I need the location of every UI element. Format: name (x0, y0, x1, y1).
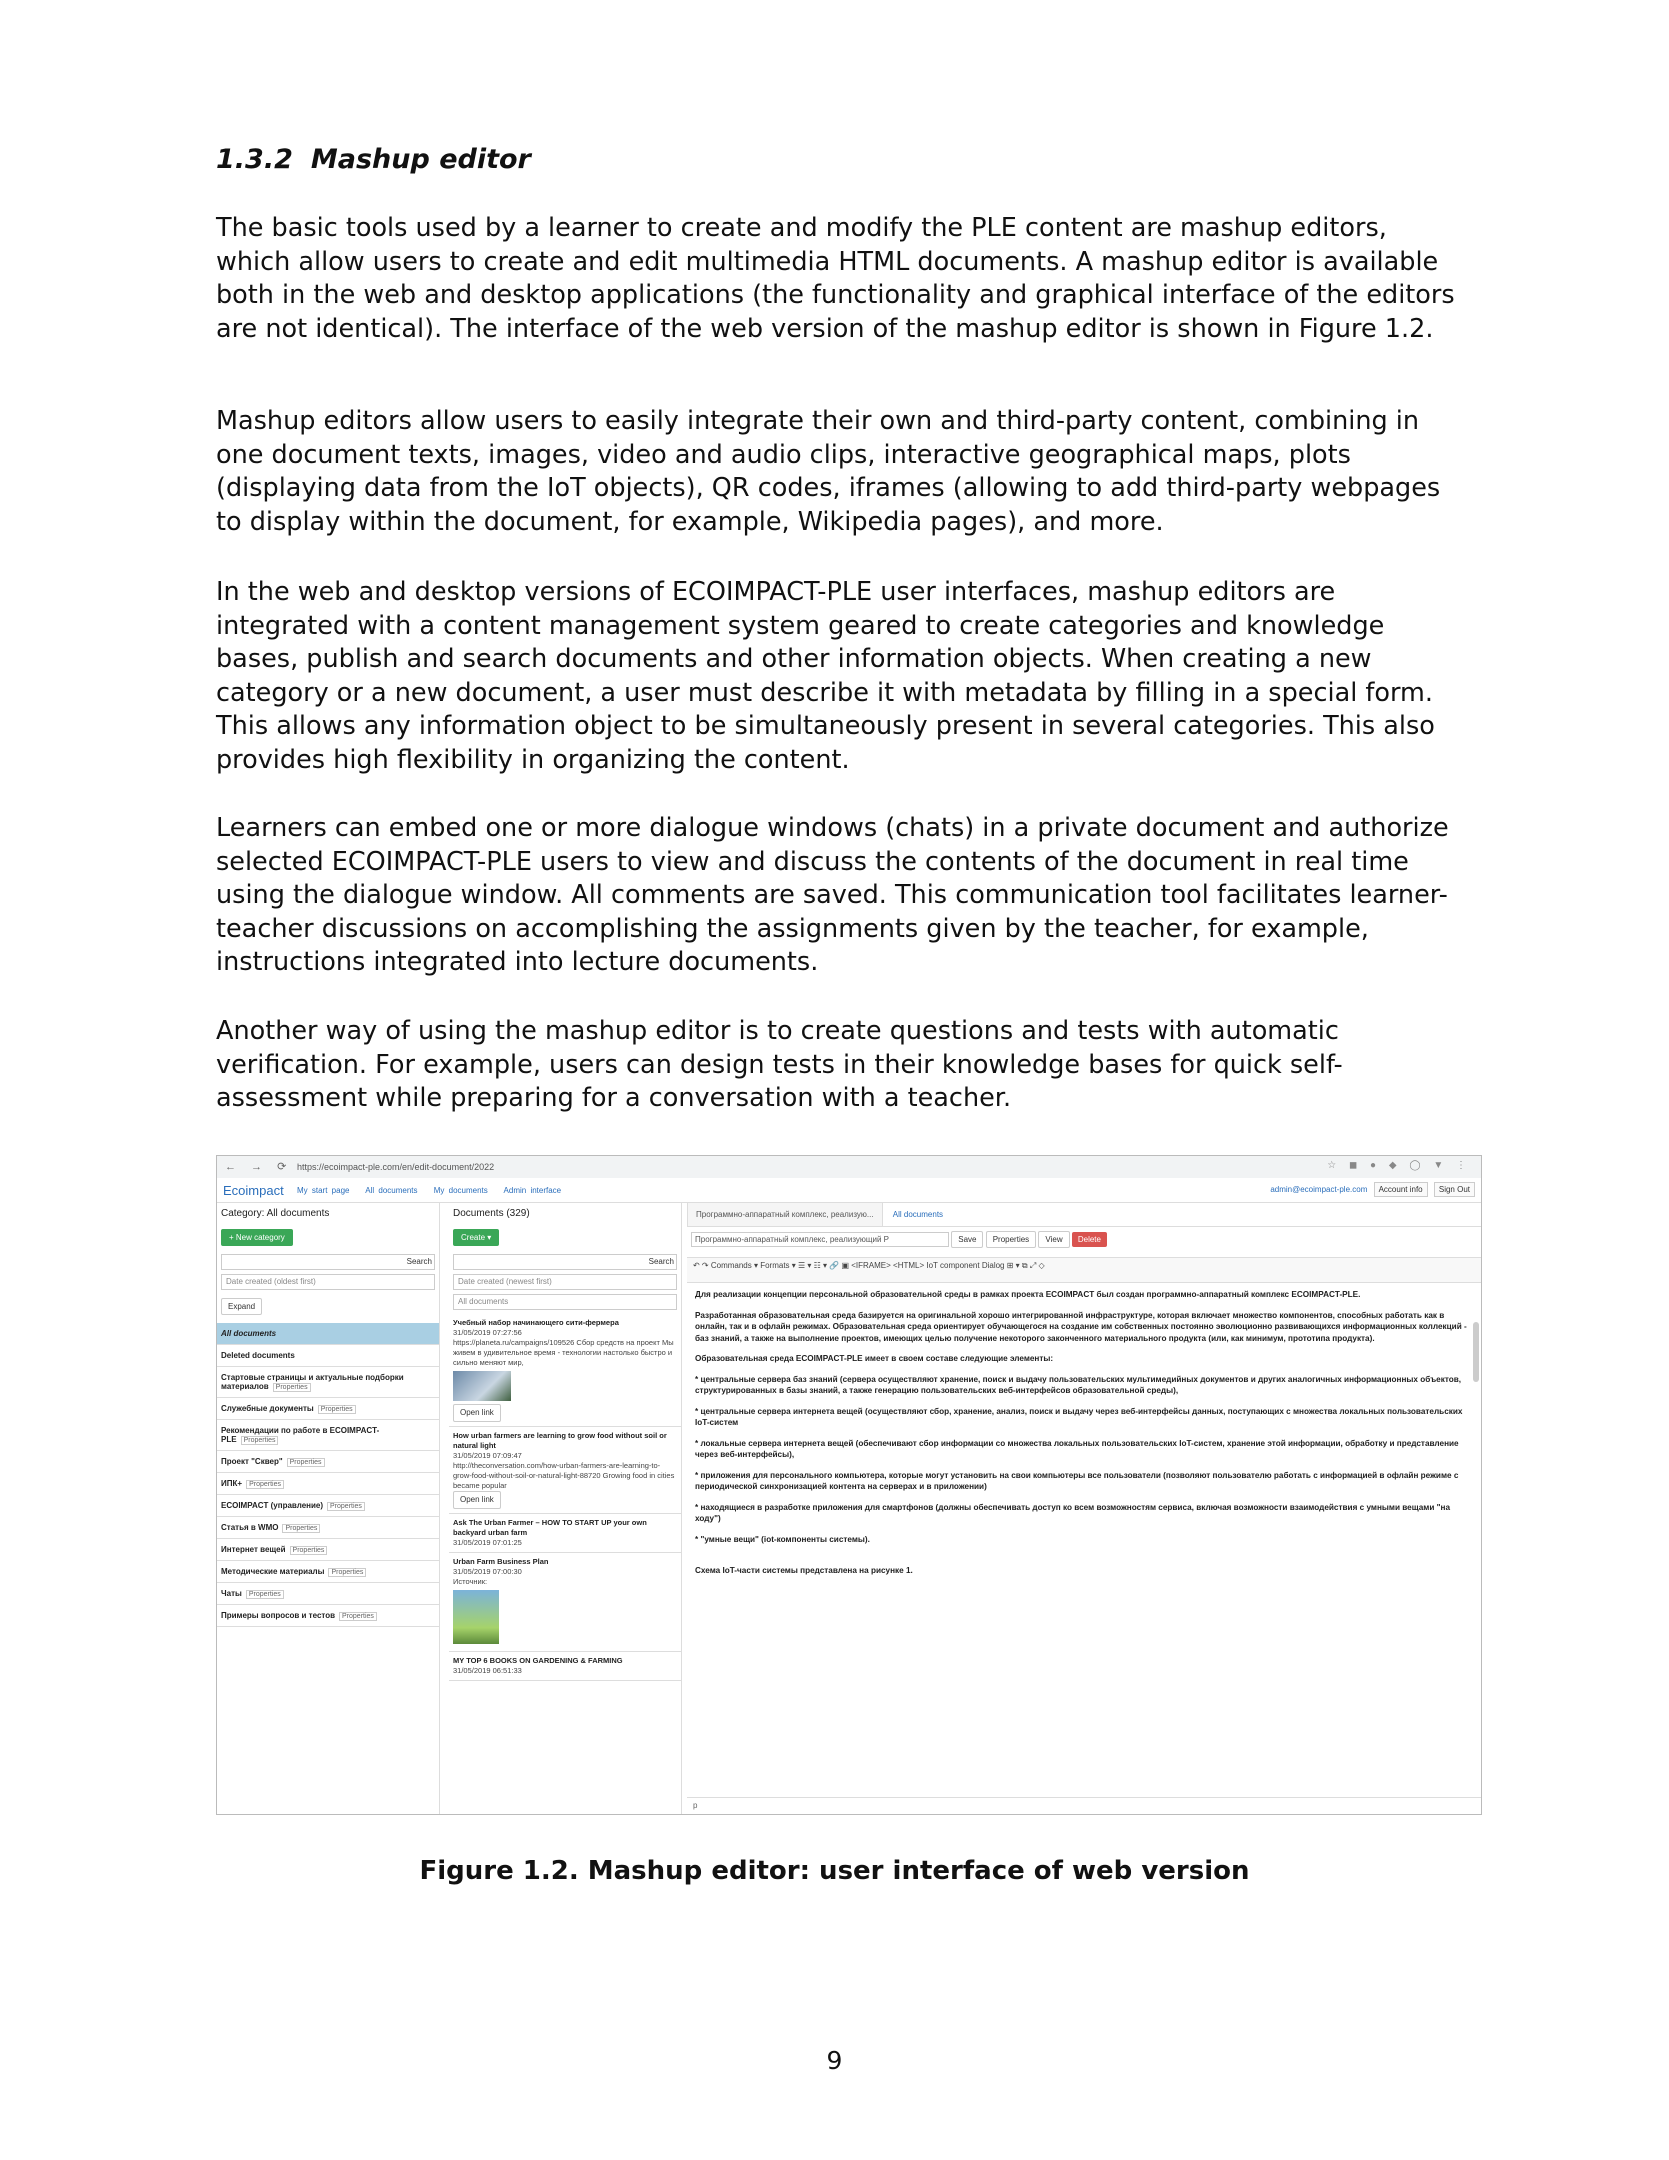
editor-paragraph: Разработанная образовательная среда базируется на оригинальной хорошо интегрированной инфраструктуре, которая включает множество компонентов, способных работать как в онлайн, так и в офлайн режимах. Образовательная среда ориентирует обучающегося на создание им собственных постоянно эволюционно развивающихся информационных коллекций - баз знаний, а также на выполнение проектов, имеющих целью получение некоторого законченного материального продукта (или, как минимум, прототипа продукта). (695, 1310, 1467, 1343)
editor-column (687, 1202, 1481, 1814)
browser-address-bar (217, 1156, 1481, 1179)
app-navbar (217, 1178, 1481, 1203)
properties-button[interactable]: Properties (246, 1480, 284, 1489)
category-item[interactable] (217, 1517, 439, 1539)
properties-button[interactable]: Properties (241, 1436, 279, 1445)
category-item[interactable] (217, 1561, 439, 1583)
document-title-bar (687, 1227, 1481, 1257)
properties-button[interactable]: Properties (339, 1612, 377, 1621)
properties-button[interactable]: Properties (282, 1524, 320, 1533)
properties-button[interactable]: Properties (287, 1458, 325, 1467)
view-button[interactable]: View (1038, 1231, 1069, 1248)
nav-link-start[interactable]: My start page (297, 1186, 350, 1195)
create-button[interactable]: Create ▾ (453, 1229, 499, 1246)
document-title: Urban Farm Business Plan (453, 1557, 549, 1566)
category-label: Рекомендации по работе в ECOIMPACT-PLE (221, 1426, 380, 1444)
category-label: Проект "Сквер" (221, 1457, 283, 1466)
category-label: ECOIMPACT (управление) (221, 1501, 324, 1510)
category-label: ИПК+ (221, 1479, 243, 1488)
category-header: Category: All documents (221, 1208, 330, 1219)
document-item[interactable] (449, 1427, 681, 1514)
document-sort-select[interactable]: Date created (newest first) (453, 1274, 677, 1290)
editor-paragraph: Образовательная среда ECOIMPACT-PLE имеет в своем составе следующие элементы: (695, 1354, 1054, 1363)
editor-paragraph: * центральные сервера интернета вещей (осуществляют сбор, хранение, анализ, поиск и выдачу через веб-интерфейсы данных, поступающих с множества локальных пользовательских IoT-систем (695, 1406, 1463, 1427)
tab-all-documents[interactable]: All documents (892, 1210, 944, 1219)
categories-column (217, 1202, 440, 1814)
figure-caption: Figure 1.2. Mashup editor: user interface of web version (419, 1856, 1250, 1886)
category-item[interactable] (217, 1473, 439, 1495)
document-title: How urban farmers are learning to grow food without soil or natural light (453, 1431, 667, 1450)
delete-button[interactable]: Delete (1072, 1232, 1107, 1247)
tab-current-document[interactable]: Программно-аппаратный комплекс, реализую... (687, 1202, 883, 1226)
document-thumbnail (453, 1590, 499, 1644)
nav-links (297, 1186, 573, 1195)
category-label: Стартовые страницы и актуальные подборки материалов (221, 1373, 404, 1391)
open-link-button[interactable]: Open link (453, 1404, 501, 1422)
category-item[interactable] (217, 1495, 439, 1517)
document-date: 31/05/2019 07:00:30 (453, 1567, 522, 1576)
open-link-button[interactable]: Open link (453, 1491, 501, 1509)
editor-paragraph: * находящиеся в разработке приложения для смартфонов (должны обеспечивать доступ ко всем возможностям сервиса, включая возможности взаимодействия с умными вещами "на ходу") (695, 1502, 1451, 1523)
properties-button[interactable]: Properties (327, 1502, 365, 1511)
document-thumbnail (453, 1371, 511, 1401)
editor-content[interactable] (687, 1283, 1481, 1592)
document-date: 31/05/2019 07:09:47 (453, 1451, 522, 1460)
nav-link-my-docs[interactable]: My documents (433, 1186, 488, 1195)
document-date: 31/05/2019 06:51:33 (453, 1666, 522, 1675)
category-item[interactable] (217, 1367, 439, 1398)
new-category-button[interactable]: + New category (221, 1229, 293, 1246)
browser-extension-icons: ☆ ◼ ● ◆ ◯ ▼ ⋮ (1327, 1160, 1471, 1171)
paragraph-5: Another way of using the mashup editor is to create questions and tests with automatic verification. For example, users can design tests in their knowledge bases for quick self-assessment while preparing for a conversation with a teacher. (216, 1016, 1343, 1113)
editor-paragraph: * центральные сервера баз знаний (сервера осуществляют хранение, поиск и выдачу пользовательских мультимедийных документов и других аналогичных информационных объектов, структурированных в базы знаний, а также генерацию пользовательских веб-интерфейсов образовательной среды), (695, 1374, 1462, 1395)
paragraph-4: Learners can embed one or more dialogue windows (chats) in a private document and authorize selected ECOIMPACT-PLE users to view and discuss the contents of the document in real time using the dialogue window. All comments are saved. This communication tool facilitates learner-teacher discussions on accomplishing the assignments given by the teacher, for example, instructions integrated into lecture documents. (216, 813, 1449, 977)
documents-column (449, 1202, 682, 1814)
category-search-input[interactable] (221, 1254, 435, 1270)
document-search-button[interactable]: Search (648, 1257, 674, 1266)
editor-paragraph: * приложения для персонального компьютера, которые могут установить на свои компьютеры все пользователи (позволяют пользователю работать с информацией в офлайн режиме с периодической синхронизацией контента на серверах и в приложении) (695, 1470, 1459, 1491)
properties-button[interactable]: Properties (328, 1568, 366, 1577)
editor-status-bar: p (687, 1797, 1481, 1814)
category-item[interactable] (217, 1420, 439, 1451)
category-item[interactable] (217, 1398, 439, 1420)
category-search-button[interactable]: Search (406, 1257, 432, 1266)
document-title-field[interactable]: Программно-аппаратный комплекс, реализующий Р (691, 1232, 949, 1247)
category-item[interactable]: Deleted documents (217, 1345, 439, 1367)
category-label: Интернет вещей (221, 1545, 286, 1554)
user-email[interactable]: admin@ecoimpact-ple.com (1270, 1185, 1368, 1194)
properties-button[interactable]: Properties (290, 1546, 328, 1555)
document-title: Учебный набор начинающего сити-фермера (453, 1318, 619, 1327)
expand-button[interactable]: Expand (221, 1298, 262, 1315)
properties-button[interactable]: Properties (318, 1405, 356, 1414)
save-button[interactable]: Save (951, 1231, 983, 1248)
app-brand: Ecoimpact (223, 1183, 284, 1198)
editor-paragraph: * "умные вещи" (iot-компоненты системы). (695, 1534, 870, 1544)
document-filter-select[interactable]: All documents (453, 1294, 677, 1310)
editor-paragraph: * локальные сервера интернета вещей (обеспечивают сбор информации со множества локальных пользовательских IoT-систем, хранение этой информации, обработку и представление через веб-интерфейсы), (695, 1438, 1459, 1459)
properties-button[interactable]: Properties (273, 1383, 311, 1392)
editor-paragraph: Для реализации концепции персональной образовательной среды в рамках проекта ECOIMPACT был создан программно-аппаратный комплекс ECOIMPACT-PLE. (695, 1290, 1361, 1299)
section-number: 1.3.2 (216, 144, 293, 175)
category-item[interactable] (217, 1605, 439, 1627)
category-label: Чаты (221, 1589, 242, 1598)
mashup-editor-screenshot (216, 1155, 1482, 1815)
document-title: MY TOP 6 BOOKS ON GARDENING & FARMING (453, 1656, 623, 1665)
category-sort-select[interactable]: Date created (oldest first) (221, 1274, 435, 1290)
properties-button[interactable]: Properties (246, 1590, 284, 1599)
properties-button[interactable]: Properties (986, 1231, 1036, 1248)
paragraph-3: In the web and desktop versions of ECOIMPACT-PLE user interfaces, mashup editors are integrated with a content management system geared to create categories and knowledge bases, publish and search documents and other information objects. When creating a new category or a new document, a user must describe it with metadata by filling in a special form. This allows any information object to be simultaneously present in several categories. This also provides high flexibility in organizing the content. (216, 577, 1435, 775)
sign-out-button[interactable]: Sign Out (1434, 1182, 1475, 1197)
document-item[interactable] (449, 1514, 681, 1553)
page-number: 9 (826, 2046, 843, 2075)
category-label: Статья в WMO (221, 1523, 279, 1532)
paragraph-2: Mashup editors allow users to easily integrate their own and third-party content, combining in one document texts, images, video and audio clips, interactive geographical maps, plots (displaying data from the IoT objects), QR codes, iframes (allowing to add third-party webpages to display within the document, for example, Wikipedia pages), and more. (216, 406, 1441, 537)
document-title: Ask The Urban Farmer – HOW TO START UP your own backyard urban farm (453, 1518, 647, 1537)
nav-link-all-docs[interactable]: All documents (365, 1186, 418, 1195)
document-snippet: https://planeta.ru/campaigns/109526 Сбор средств на проект Мы живем в удивительное время - технологии настолько быстро и сильно меняют мир, (453, 1338, 674, 1367)
editor-toolbar[interactable]: ↶ ↷ Commands ▾ Formats ▾ ☰ ▾ ☷ ▾ 🔗 ▣ <IFRAME> <HTML> IoT component Dialog ⊞ ▾ ⧉ ⤢ ◇ (687, 1257, 1481, 1283)
editor-paragraph: Схема IoT-части системы представлена на рисунке 1. (695, 1566, 913, 1575)
category-list (217, 1323, 439, 1627)
category-item[interactable] (217, 1583, 439, 1605)
category-item[interactable]: All documents (217, 1323, 439, 1345)
document-date: 31/05/2019 07:01:25 (453, 1538, 522, 1547)
document-item[interactable] (449, 1314, 681, 1427)
editor-scrollbar[interactable] (1473, 1322, 1479, 1382)
category-item[interactable] (217, 1539, 439, 1561)
documents-header: Documents (329) (453, 1208, 530, 1219)
document-item[interactable] (449, 1553, 681, 1652)
document-search-input[interactable] (453, 1254, 677, 1270)
section-heading (216, 144, 531, 175)
category-item[interactable] (217, 1451, 439, 1473)
account-info-button[interactable]: Account info (1374, 1182, 1428, 1197)
document-snippet: http://theconversation.com/how-urban-farmers-are-learning-to-grow-food-without-soil-or-natural-light-88720 Growing food in cities became popular (453, 1461, 675, 1490)
browser-url: https://ecoimpact-ple.com/en/edit-document/2022 (297, 1162, 495, 1172)
category-label: Методические материалы (221, 1567, 325, 1576)
document-item[interactable] (449, 1652, 681, 1681)
nav-link-admin[interactable]: Admin interface (503, 1186, 562, 1195)
document-date: 31/05/2019 07:27:56 (453, 1328, 522, 1337)
user-area (1270, 1182, 1475, 1197)
category-label: Примеры вопросов и тестов (221, 1611, 336, 1620)
browser-nav-icons: ← → ⟳ (225, 1161, 293, 1173)
section-title: Mashup editor (310, 144, 531, 175)
paragraph-1: The basic tools used by a learner to create and modify the PLE content are mashup editors, which allow users to create and edit multimedia HTML documents. A mashup editor is available both in the web and desktop applications (the functionality and graphical interface of the editors are not identical). The interface of the web version of the mashup editor is shown in Figure 1.2. (216, 213, 1455, 344)
document-snippet: Источник: (453, 1577, 488, 1586)
editor-tabs (687, 1202, 1481, 1227)
category-label: Служебные документы (221, 1404, 314, 1413)
